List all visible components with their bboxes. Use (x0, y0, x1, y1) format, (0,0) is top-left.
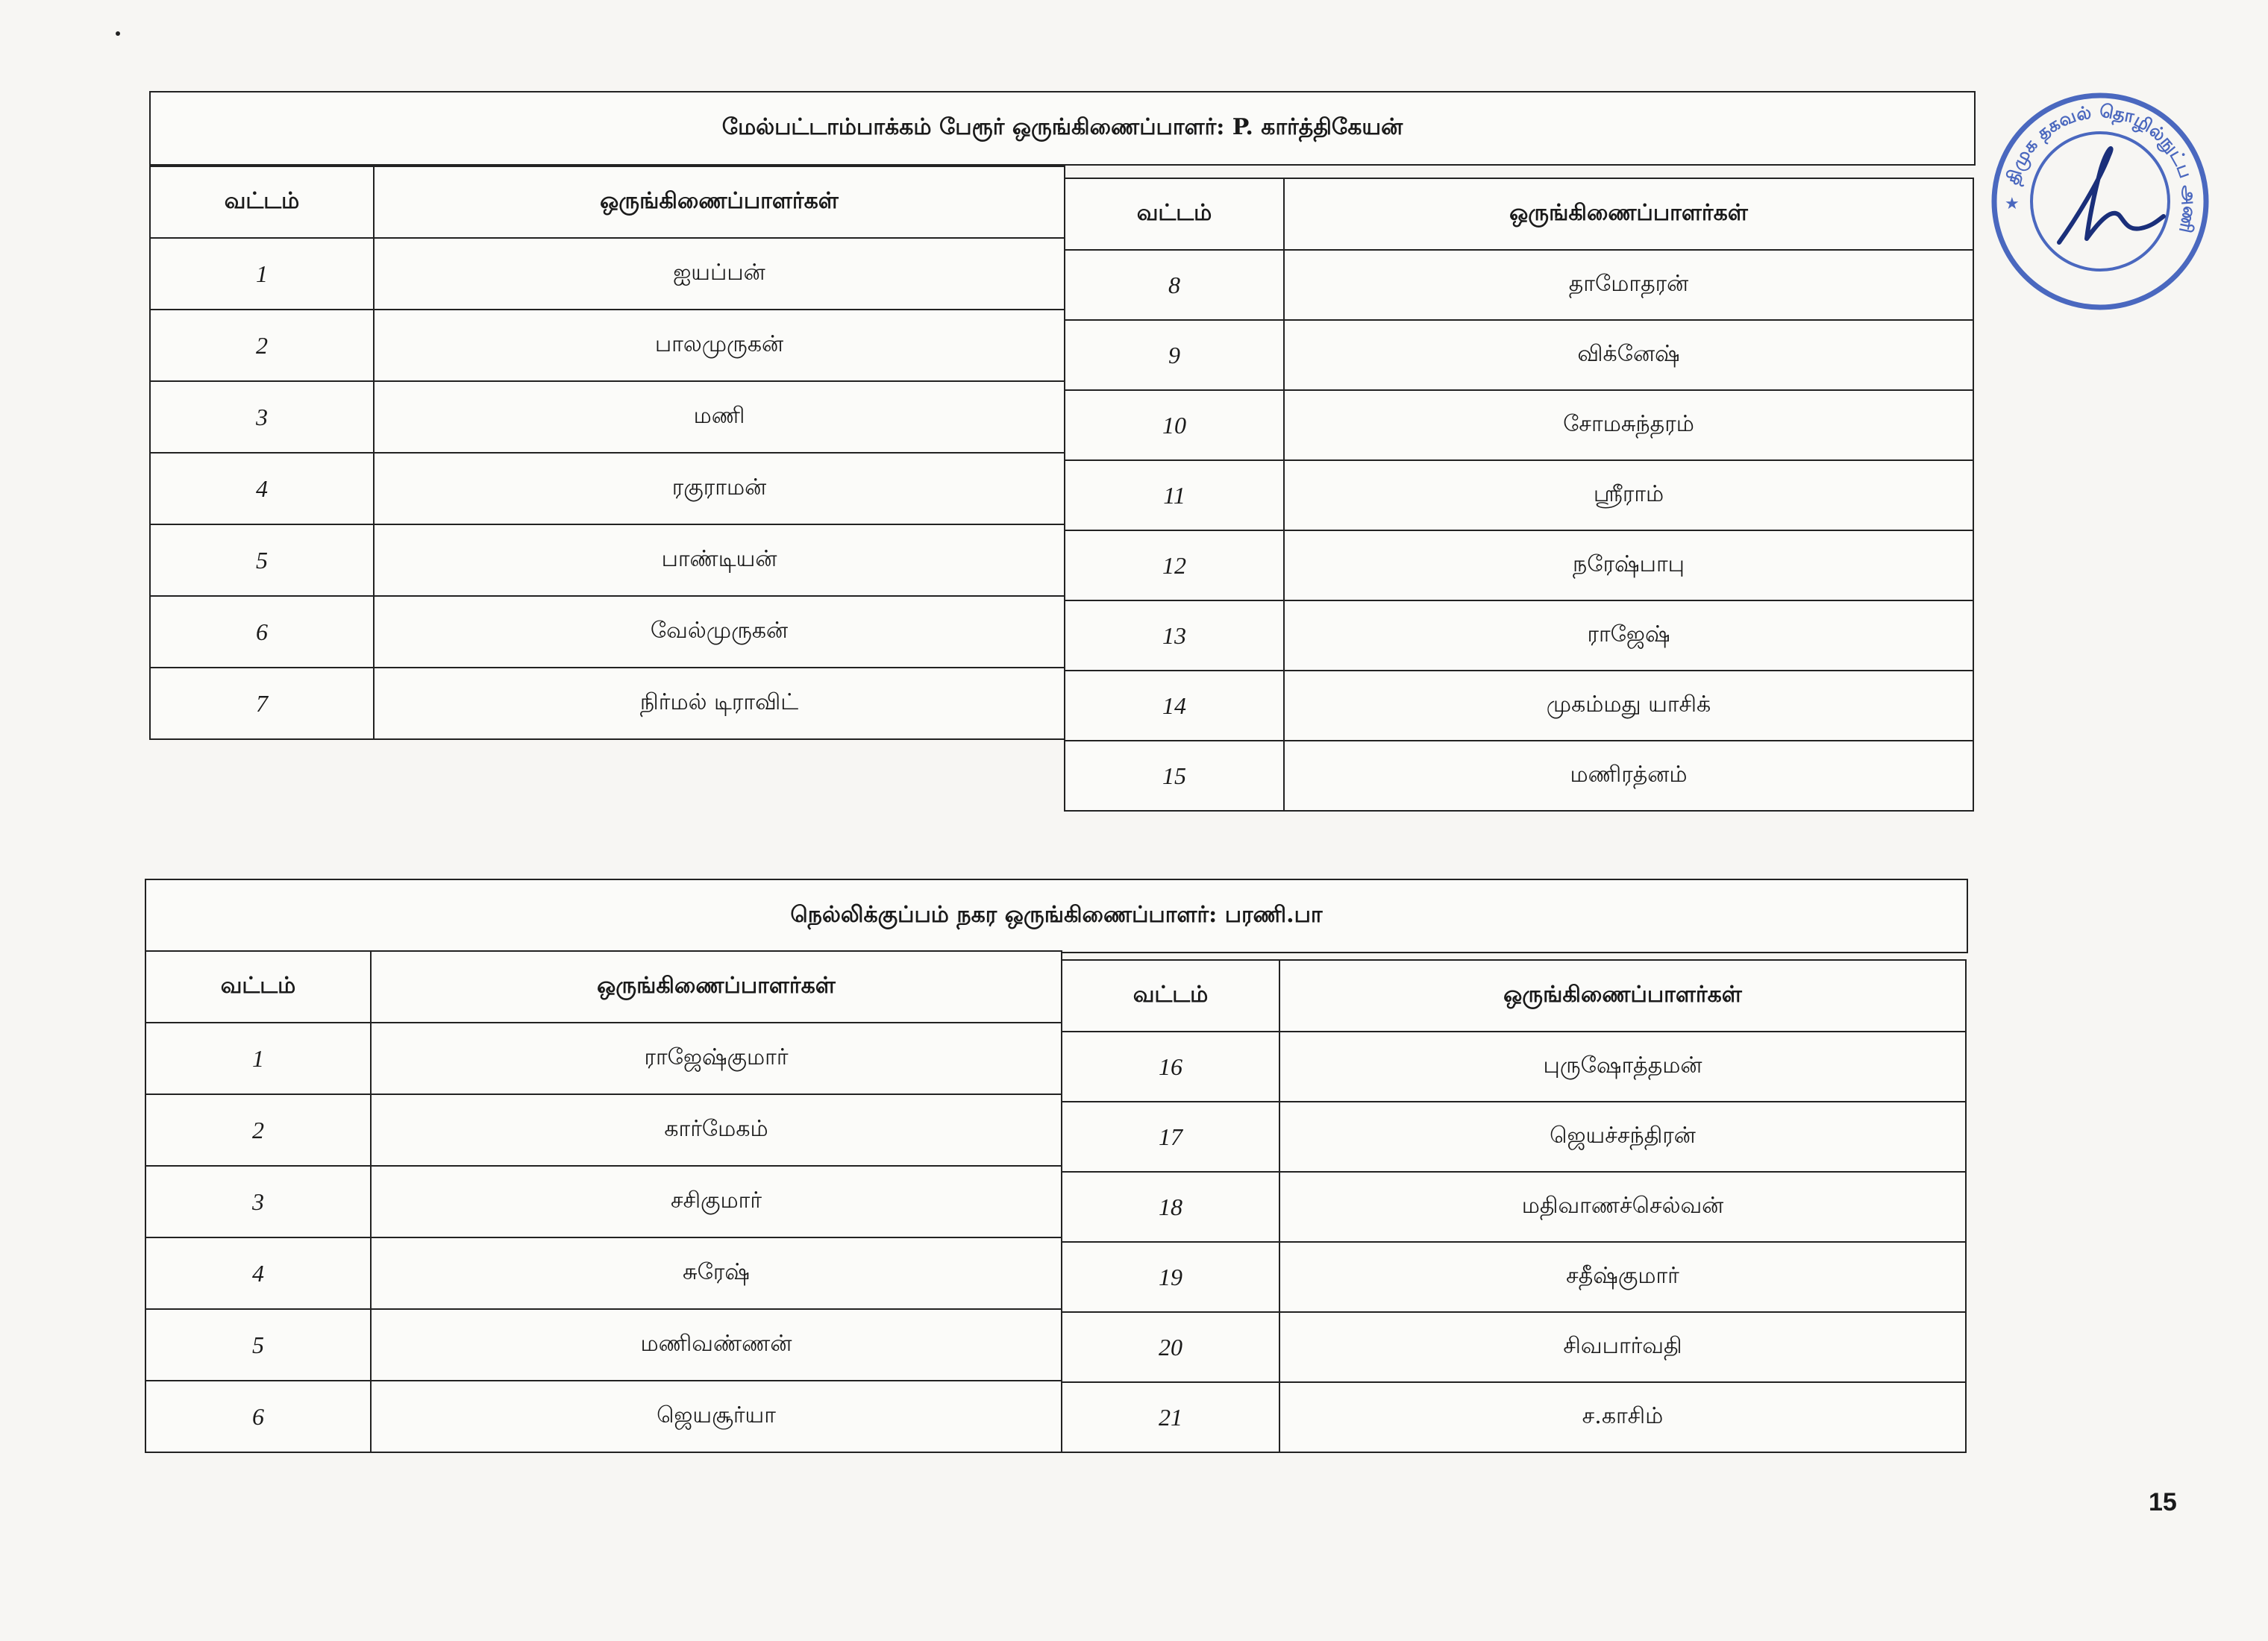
table-row (145, 1381, 1062, 1452)
coordinator-name: பாண்டியன் (374, 524, 1065, 596)
coordinators-header: ஒருங்கிணைப்பாளர்கள் (1284, 178, 1973, 250)
ward-number: 14 (1065, 671, 1284, 741)
ward-number: 21 (1062, 1382, 1279, 1452)
coordinator-name: நரேஷ்பாபு (1284, 530, 1973, 600)
ward-number: 7 (150, 668, 374, 739)
table-row (145, 1309, 1062, 1381)
table1-title: மேல்பட்டாம்பாக்கம் பேரூர் ஒருங்கிணைப்பாளர்: P. கார்த்திகேயன் (149, 91, 1976, 166)
table-row (150, 238, 1065, 310)
table-row (1065, 320, 1973, 390)
ward-number: 1 (150, 238, 374, 310)
seal-text-path: திமுக தகவல் தொழில்நுட்ப அணி (2002, 99, 2201, 235)
table-row (1062, 1172, 1966, 1242)
coordinator-name: ஜெயச்சந்திரன் (1279, 1102, 1966, 1172)
table-row (1062, 1312, 1966, 1382)
coordinator-name: ஸ்ரீராம் (1284, 460, 1973, 530)
table-row (150, 453, 1065, 524)
coordinator-name: ராஜேஷ் (1284, 600, 1973, 671)
page-number: 15 (2149, 1488, 2177, 1516)
table-row (150, 596, 1065, 668)
coordinator-name: கார்மேகம் (371, 1094, 1062, 1166)
table-row (1062, 1382, 1966, 1452)
table-row (150, 668, 1065, 739)
ward-header: வட்டம் (1065, 178, 1284, 250)
table1-left (149, 166, 1065, 740)
ward-number: 8 (1065, 250, 1284, 320)
coordinator-name: மதிவாணச்செல்வன் (1279, 1172, 1966, 1242)
ward-number: 6 (150, 596, 374, 668)
ward-header: வட்டம் (145, 951, 371, 1023)
coordinator-name: நிர்மல் டிராவிட் (374, 668, 1065, 739)
table-row (1065, 600, 1973, 671)
ward-number: 13 (1065, 600, 1284, 671)
coordinator-name: சோமசுந்தரம் (1284, 390, 1973, 460)
coordinators-header: ஒருங்கிணைப்பாளர்கள் (371, 951, 1062, 1023)
coordinators-header: ஒருங்கிணைப்பாளர்கள் (374, 166, 1065, 238)
table1-right (1064, 178, 1974, 812)
table-row (1062, 1242, 1966, 1312)
ward-number: 19 (1062, 1242, 1279, 1312)
table-row (145, 1166, 1062, 1237)
coordinator-name: சதீஷ்குமார் (1279, 1242, 1966, 1312)
ward-header: வட்டம் (150, 166, 374, 238)
table-row (1065, 671, 1973, 741)
coordinator-name: ச.காசிம் (1279, 1382, 1966, 1452)
coordinator-name: தாமோதரன் (1284, 250, 1973, 320)
coordinator-name: விக்னேஷ் (1284, 320, 1973, 390)
ward-number: 15 (1065, 741, 1284, 811)
coordinator-name: பாலமுருகன் (374, 310, 1065, 381)
ward-number: 20 (1062, 1312, 1279, 1382)
ward-number: 4 (145, 1237, 371, 1309)
scan-speck (116, 31, 120, 36)
coordinator-name: புருஷோத்தமன் (1279, 1032, 1966, 1102)
table-row (150, 524, 1065, 596)
ward-number: 16 (1062, 1032, 1279, 1102)
table-row (1065, 530, 1973, 600)
ward-number: 5 (150, 524, 374, 596)
ward-number: 18 (1062, 1172, 1279, 1242)
table-row (1065, 390, 1973, 460)
coordinator-name: மணிரத்னம் (1284, 741, 1973, 811)
table-row (145, 1023, 1062, 1094)
table-row (145, 1094, 1062, 1166)
table-row (150, 381, 1065, 453)
table-row (145, 1237, 1062, 1309)
official-seal (1988, 90, 2212, 313)
table-row (1065, 250, 1973, 320)
coordinator-name: ரகுராமன் (374, 453, 1065, 524)
table-row (1065, 741, 1973, 811)
ward-number: 17 (1062, 1102, 1279, 1172)
coordinator-name: ஐயப்பன் (374, 238, 1065, 310)
table-row (150, 310, 1065, 381)
table-row (1065, 460, 1973, 530)
seal-inner-ring (2032, 133, 2169, 270)
ward-header: வட்டம் (1062, 960, 1279, 1032)
coordinators-header: ஒருங்கிணைப்பாளர்கள் (1279, 960, 1966, 1032)
coordinator-name: சிவபார்வதி (1279, 1312, 1966, 1382)
table2-right (1061, 959, 1967, 1453)
ward-number: 12 (1065, 530, 1284, 600)
coordinator-name: முகம்மது யாசிக் (1284, 671, 1973, 741)
ward-number: 4 (150, 453, 374, 524)
ward-number: 5 (145, 1309, 371, 1381)
ward-number: 1 (145, 1023, 371, 1094)
seal-outer-ring (1994, 95, 2206, 307)
ward-number: 10 (1065, 390, 1284, 460)
seal-star-icon: ★ (2005, 195, 2020, 213)
table2-left (145, 950, 1062, 1453)
table2-title: நெல்லிக்குப்பம் நகர ஒருங்கிணைப்பாளர்: பரணி.பா (145, 879, 1968, 953)
coordinator-name: சசிகுமார் (371, 1166, 1062, 1237)
table-row (1062, 1032, 1966, 1102)
coordinator-name: சுரேஷ் (371, 1237, 1062, 1309)
table-row (1062, 1102, 1966, 1172)
coordinator-name: மணிவண்ணன் (371, 1309, 1062, 1381)
ward-number: 3 (150, 381, 374, 453)
ward-number: 2 (150, 310, 374, 381)
signature-icon (2059, 148, 2164, 242)
coordinator-name: வேல்முருகன் (374, 596, 1065, 668)
coordinator-name: ராஜேஷ்குமார் (371, 1023, 1062, 1094)
ward-number: 6 (145, 1381, 371, 1452)
coordinator-name: ஜெயசூர்யா (371, 1381, 1062, 1452)
ward-number: 3 (145, 1166, 371, 1237)
ward-number: 11 (1065, 460, 1284, 530)
ward-number: 9 (1065, 320, 1284, 390)
coordinator-name: மணி (374, 381, 1065, 453)
ward-number: 2 (145, 1094, 371, 1166)
